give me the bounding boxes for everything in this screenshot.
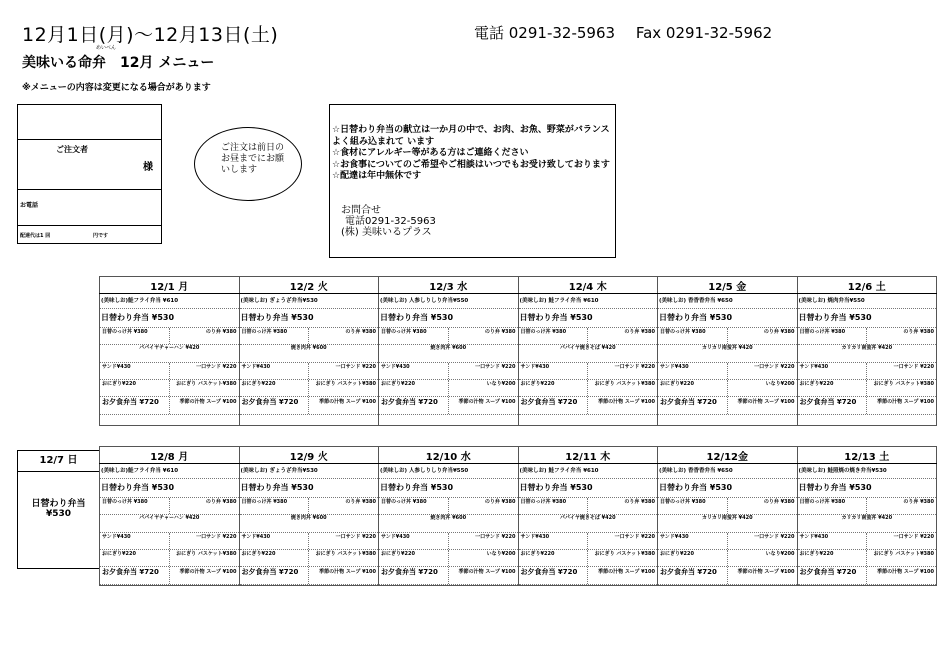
daily-bento-item[interactable]: 日替わり弁当 ¥530 — [379, 309, 518, 328]
daily-bento-item[interactable]: 日替わり弁当 ¥530 — [100, 309, 239, 328]
day-menu-column — [100, 294, 240, 426]
day-header: 12/2 火 — [239, 277, 379, 294]
dinner-bento-item[interactable]: お夕食弁当 ¥720 — [799, 568, 857, 576]
extra-item[interactable]: パパイヤチャーハン ¥420 — [100, 515, 239, 533]
onigiri-item[interactable]: おにぎり¥220 — [520, 381, 555, 387]
day-menu-column — [100, 464, 240, 586]
soup-item[interactable]: 季節の汁物 スープ ¥100 — [866, 567, 936, 584]
extra-item[interactable]: 焼き肉丼 ¥600 — [240, 345, 379, 363]
bowl-item[interactable]: 日替のっけ丼 ¥380 — [520, 499, 567, 505]
dinner-bento-item[interactable]: お夕食弁当 ¥720 — [660, 568, 717, 576]
mini-sandwich-item[interactable]: 一口サンド ¥220 — [169, 363, 239, 379]
subtitle-text: 美味いる命弁 12月 メニュー — [22, 55, 215, 71]
bowl-item[interactable]: 日替のっけ丼 ¥380 — [241, 329, 288, 335]
day-menu-column — [518, 464, 658, 586]
inquiry-tel: 電話0291-32-5963 — [345, 216, 436, 227]
day-menu-column — [658, 294, 798, 426]
onigiri-item[interactable]: おにぎり¥220 — [381, 381, 415, 387]
bowl-item[interactable]: 日替のっけ丼 ¥380 — [799, 499, 846, 505]
onigiri-item[interactable]: おにぎり¥220 — [102, 551, 136, 557]
inquiry-block — [341, 205, 436, 238]
sunday-box — [17, 450, 100, 569]
special-bento-item[interactable]: (美味しお) 香香香弁当 ¥650 — [658, 294, 797, 309]
daily-bento-item[interactable]: 日替わり弁当 ¥530 — [519, 479, 658, 498]
sandwich-item[interactable]: サンド¥430 — [520, 534, 550, 540]
info-box — [329, 104, 616, 258]
delivery-fee-suffix: 円です — [93, 233, 109, 239]
onigiri-item[interactable]: おにぎり¥220 — [799, 551, 834, 557]
mini-sandwich-item[interactable]: 一口サンド ¥220 — [169, 533, 239, 549]
fax-number: Fax 0291-32-5962 — [635, 24, 773, 42]
day-menu-column — [658, 464, 798, 586]
special-bento-item[interactable]: (美味しお) 香香香弁当 ¥650 — [658, 464, 797, 479]
bowl-item[interactable]: 日替のっけ丼 ¥380 — [381, 329, 427, 335]
daily-bento-item[interactable]: 日替わり弁当 ¥530 — [100, 479, 239, 498]
onigiri-item[interactable]: おにぎり¥220 — [241, 551, 276, 557]
dinner-bento-item[interactable]: お夕食弁当 ¥720 — [520, 568, 578, 576]
sandwich-item[interactable]: サンド¥430 — [381, 534, 410, 540]
bowl-item[interactable]: 日替のっけ丼 ¥380 — [381, 499, 427, 505]
order-deadline-bubble — [194, 127, 302, 201]
nori-bento-item[interactable]: のり弁 ¥380 — [448, 328, 518, 344]
day-header: 12/3 水 — [379, 277, 519, 294]
special-bento-item[interactable]: (美味しお)鮭フライ弁当 ¥610 — [100, 294, 239, 309]
bowl-item[interactable]: 日替のっけ丼 ¥380 — [799, 329, 846, 335]
sandwich-item[interactable]: サンド¥430 — [520, 364, 550, 370]
soup-item[interactable]: 季節の汁物 スープ ¥100 — [169, 567, 239, 584]
mini-sandwich-item[interactable]: 一口サンド ¥220 — [866, 363, 936, 379]
daily-bento-item[interactable]: 日替わり弁当 ¥530 — [658, 309, 797, 328]
special-bento-item[interactable]: (美味しお) ぎょうざ弁当¥530 — [240, 464, 379, 479]
special-bento-item[interactable]: (美味しお) 焼肉弁当¥550 — [798, 294, 937, 309]
dinner-bento-item[interactable]: お夕食弁当 ¥720 — [799, 398, 857, 406]
sandwich-item[interactable]: サンド¥430 — [381, 364, 410, 370]
blank-row — [798, 415, 937, 425]
day-menu-column — [379, 294, 519, 426]
soup-item[interactable]: 季節の汁物 スープ ¥100 — [308, 397, 378, 414]
day-header: 12/9 火 — [239, 447, 379, 464]
day-menu-column — [379, 464, 519, 586]
sandwich-item[interactable]: サンド¥430 — [660, 364, 689, 370]
delivery-fee-field[interactable] — [18, 225, 161, 243]
bowl-item[interactable]: 日替のっけ丼 ¥380 — [660, 329, 706, 335]
nori-bento-item[interactable]: のり弁 ¥380 — [169, 498, 239, 514]
week-table-1 — [99, 276, 937, 426]
customer-field[interactable] — [18, 139, 161, 190]
bowl-item[interactable]: 日替のっけ丼 ¥380 — [660, 499, 706, 505]
soup-item[interactable]: 季節の汁物 スープ ¥100 — [727, 567, 797, 584]
mini-sandwich-item[interactable]: 一口サンド ¥220 — [727, 363, 797, 379]
onigiri-basket-item[interactable]: いなり¥200 — [727, 550, 797, 566]
daily-bento-item[interactable]: 日替わり弁当 ¥530 — [240, 479, 379, 498]
info-line: ☆日替わり弁当の献立は一か月の中で、お肉、お魚、野菜がバランスよく組み込まれて います — [332, 125, 610, 147]
extra-item[interactable]: 焼き肉丼 ¥600 — [379, 345, 518, 363]
onigiri-basket-item[interactable]: おにぎり バスケット¥380 — [169, 380, 239, 396]
dinner-bento-item[interactable]: お夕食弁当 ¥720 — [660, 398, 717, 406]
soup-item[interactable]: 季節の汁物 スープ ¥100 — [448, 397, 518, 414]
info-line: ☆配達は年中無休です — [332, 171, 422, 181]
nori-bento-item[interactable]: のり弁 ¥380 — [727, 328, 797, 344]
soup-item[interactable]: 季節の汁物 スープ ¥100 — [587, 397, 657, 414]
honorific-label: 様 — [143, 162, 153, 173]
nori-bento-item[interactable]: のり弁 ¥380 — [308, 328, 378, 344]
info-lines — [332, 125, 612, 183]
sandwich-item[interactable]: サンド¥430 — [241, 534, 271, 540]
mini-sandwich-item[interactable]: 一口サンド ¥220 — [866, 533, 936, 549]
info-line: ☆お食事についてのご希望やご相談はいつでもお受け致しております — [332, 159, 610, 170]
nori-bento-item[interactable]: のり弁 ¥380 — [169, 328, 239, 344]
onigiri-basket-item[interactable]: おにぎり バスケット¥380 — [169, 550, 239, 566]
day-header: 12/8 月 — [100, 447, 240, 464]
blank-row — [100, 415, 239, 425]
soup-item[interactable]: 季節の汁物 スープ ¥100 — [448, 567, 518, 584]
extra-item[interactable]: 焼き肉丼 ¥600 — [240, 515, 379, 533]
daily-bento-item[interactable]: 日替わり弁当 ¥530 — [798, 309, 937, 328]
mini-sandwich-item[interactable]: 一口サンド ¥220 — [587, 533, 657, 549]
nori-bento-item[interactable]: のり弁 ¥380 — [587, 498, 657, 514]
onigiri-item[interactable]: おにぎり¥220 — [799, 381, 834, 387]
extra-item[interactable]: カリカリ南蛮丼 ¥420 — [658, 345, 797, 363]
nori-bento-item[interactable]: のり弁 ¥380 — [308, 498, 378, 514]
dinner-bento-item[interactable]: お夕食弁当 ¥720 — [520, 398, 578, 406]
onigiri-basket-item[interactable]: おにぎり バスケット¥380 — [866, 550, 936, 566]
blank-row — [658, 415, 797, 425]
mini-sandwich-item[interactable]: 一口サンド ¥220 — [448, 363, 518, 379]
onigiri-item[interactable]: おにぎり¥220 — [381, 551, 415, 557]
dinner-bento-item[interactable]: お夕食弁当 ¥720 — [381, 568, 438, 576]
day-header: 12/12金 — [658, 447, 798, 464]
phone-number: 電話 0291-32-5963 — [474, 24, 616, 42]
day-header: 12/11 木 — [518, 447, 658, 464]
soup-item[interactable]: 季節の汁物 スープ ¥100 — [866, 397, 936, 414]
onigiri-basket-item[interactable]: おにぎり バスケット¥380 — [308, 550, 378, 566]
onigiri-item[interactable]: おにぎり¥220 — [660, 551, 694, 557]
dinner-bento-item[interactable]: お夕食弁当 ¥720 — [102, 398, 159, 406]
contact-line — [474, 22, 788, 43]
soup-item[interactable]: 季節の汁物 スープ ¥100 — [587, 567, 657, 584]
day-header: 12/1 月 — [100, 277, 240, 294]
extra-item[interactable]: パパイヤ焼きそば ¥420 — [519, 345, 658, 363]
special-bento-item[interactable]: (美味しお) 鮭フライ弁当 ¥610 — [519, 294, 658, 309]
daily-bento-item[interactable]: 日替わり弁当 ¥530 — [658, 479, 797, 498]
customer-label: ご注文者 — [56, 145, 88, 154]
onigiri-item[interactable]: おにぎり¥220 — [520, 551, 555, 557]
extra-item[interactable]: カリカリ南蛮丼 ¥420 — [658, 515, 797, 533]
day-menu-column — [797, 294, 937, 426]
sunday-daily-price: ¥530 — [45, 509, 72, 519]
onigiri-item[interactable]: おにぎり¥220 — [102, 381, 136, 387]
bowl-item[interactable]: 日替のっけ丼 ¥380 — [241, 499, 288, 505]
info-line: ☆食材にアレルギー等がある方はご連絡ください — [332, 148, 529, 158]
onigiri-basket-item[interactable]: いなり¥200 — [448, 380, 518, 396]
dinner-bento-item[interactable]: お夕食弁当 ¥720 — [381, 398, 438, 406]
dinner-bento-item[interactable]: お夕食弁当 ¥720 — [241, 568, 299, 576]
special-bento-item[interactable]: (美味しお)鮭フライ弁当 ¥610 — [100, 464, 239, 479]
phone-label: お電話 — [20, 202, 39, 209]
day-menu-column — [518, 294, 658, 426]
mini-sandwich-item[interactable]: 一口サンド ¥220 — [727, 533, 797, 549]
extra-item[interactable]: カリカリ南蛮丼 ¥420 — [798, 515, 937, 533]
order-form-box — [17, 104, 162, 244]
extra-item[interactable]: 焼き肉丼 ¥600 — [379, 515, 518, 533]
mini-sandwich-item[interactable]: 一口サンド ¥220 — [587, 363, 657, 379]
special-bento-item[interactable]: (美味しお) 鮭フライ弁当 ¥610 — [519, 464, 658, 479]
blank-row — [240, 415, 379, 425]
blank-row — [379, 415, 518, 425]
day-header: 12/10 水 — [379, 447, 519, 464]
week-table-2 — [99, 446, 937, 586]
daily-bento-item[interactable]: 日替わり弁当 ¥530 — [519, 309, 658, 328]
day-menu-column — [239, 464, 379, 586]
mini-sandwich-item[interactable]: 一口サンド ¥220 — [308, 363, 378, 379]
sandwich-item[interactable]: サンド¥430 — [799, 364, 829, 370]
dinner-bento-item[interactable]: お夕食弁当 ¥720 — [241, 398, 299, 406]
phone-field[interactable] — [18, 189, 161, 226]
inquiry-company: (株) 美味いるプラス — [341, 227, 432, 238]
onigiri-basket-item[interactable]: おにぎり バスケット¥380 — [866, 380, 936, 396]
sunday-daily — [18, 499, 99, 519]
mini-sandwich-item[interactable]: 一口サンド ¥220 — [308, 533, 378, 549]
delivery-fee-prefix: 配達代は1 回 — [20, 233, 51, 239]
onigiri-basket-item[interactable]: おにぎり バスケット¥380 — [308, 380, 378, 396]
onigiri-basket-item[interactable]: いなり¥200 — [448, 550, 518, 566]
bowl-item[interactable]: 日替のっけ丼 ¥380 — [102, 499, 148, 505]
nori-bento-item[interactable]: のり弁 ¥380 — [866, 498, 936, 514]
nori-bento-item[interactable]: のり弁 ¥380 — [587, 328, 657, 344]
bowl-item[interactable]: 日替のっけ丼 ¥380 — [520, 329, 567, 335]
special-bento-item[interactable]: (美味しお) ぎょうざ弁当¥530 — [240, 294, 379, 309]
day-header: 12/4 木 — [518, 277, 658, 294]
ruby-reading: めいべん — [96, 45, 117, 51]
bowl-item[interactable]: 日替のっけ丼 ¥380 — [102, 329, 148, 335]
dinner-bento-item[interactable]: お夕食弁当 ¥720 — [102, 568, 159, 576]
onigiri-basket-item[interactable]: おにぎり バスケット¥380 — [587, 380, 657, 396]
special-bento-item[interactable]: (美味しお) 鮭照焼の焼き弁当¥530 — [798, 464, 937, 479]
special-bento-item[interactable]: (美味しお) 人参しりしり弁当¥550 — [379, 464, 518, 479]
day-menu-column — [797, 464, 937, 586]
onigiri-basket-item[interactable]: いなり¥200 — [727, 380, 797, 396]
extra-item[interactable]: パパイヤ焼きそば ¥420 — [519, 515, 658, 533]
day-header: 12/13 土 — [797, 447, 937, 464]
sandwich-item[interactable]: サンド¥430 — [102, 534, 131, 540]
soup-item[interactable]: 季節の汁物 スープ ¥100 — [308, 567, 378, 584]
onigiri-item[interactable]: おにぎり¥220 — [660, 381, 694, 387]
nori-bento-item[interactable]: のり弁 ¥380 — [727, 498, 797, 514]
sandwich-item[interactable]: サンド¥430 — [102, 364, 131, 370]
onigiri-basket-item[interactable]: おにぎり バスケット¥380 — [587, 550, 657, 566]
extra-item[interactable]: パパイヤチャーハン ¥420 — [100, 345, 239, 363]
sandwich-item[interactable]: サンド¥430 — [660, 534, 689, 540]
mini-sandwich-item[interactable]: 一口サンド ¥220 — [448, 533, 518, 549]
sunday-daily-label: 日替わり弁当 — [31, 499, 86, 509]
order-deadline-text: ご注文は前日の お昼までにお願 いします — [221, 143, 285, 175]
onigiri-item[interactable]: おにぎり¥220 — [241, 381, 276, 387]
sunday-date: 12/7 日 — [18, 451, 99, 472]
day-menu-column — [239, 294, 379, 426]
daily-bento-item[interactable]: 日替わり弁当 ¥530 — [379, 479, 518, 498]
menu-subtitle — [22, 45, 215, 72]
day-header: 12/5 金 — [658, 277, 798, 294]
change-notice: ※メニューの内容は変更になる場合があります — [22, 83, 211, 93]
menu-period-title: 12月1日(月)〜12月13日(土) — [22, 24, 279, 46]
blank-row — [519, 415, 658, 425]
special-bento-item[interactable]: (美味しお) 人参しりしり弁当¥550 — [379, 294, 518, 309]
daily-bento-item[interactable]: 日替わり弁当 ¥530 — [240, 309, 379, 328]
inquiry-label: お問合せ — [341, 205, 381, 216]
soup-item[interactable]: 季節の汁物 スープ ¥100 — [727, 397, 797, 414]
day-header: 12/6 土 — [797, 277, 937, 294]
sandwich-item[interactable]: サンド¥430 — [799, 534, 829, 540]
soup-item[interactable]: 季節の汁物 スープ ¥100 — [169, 397, 239, 414]
sandwich-item[interactable]: サンド¥430 — [241, 364, 271, 370]
daily-bento-item[interactable]: 日替わり弁当 ¥530 — [798, 479, 937, 498]
nori-bento-item[interactable]: のり弁 ¥380 — [866, 328, 936, 344]
extra-item[interactable]: カリカリ南蛮丼 ¥420 — [798, 345, 937, 363]
nori-bento-item[interactable]: のり弁 ¥380 — [448, 498, 518, 514]
